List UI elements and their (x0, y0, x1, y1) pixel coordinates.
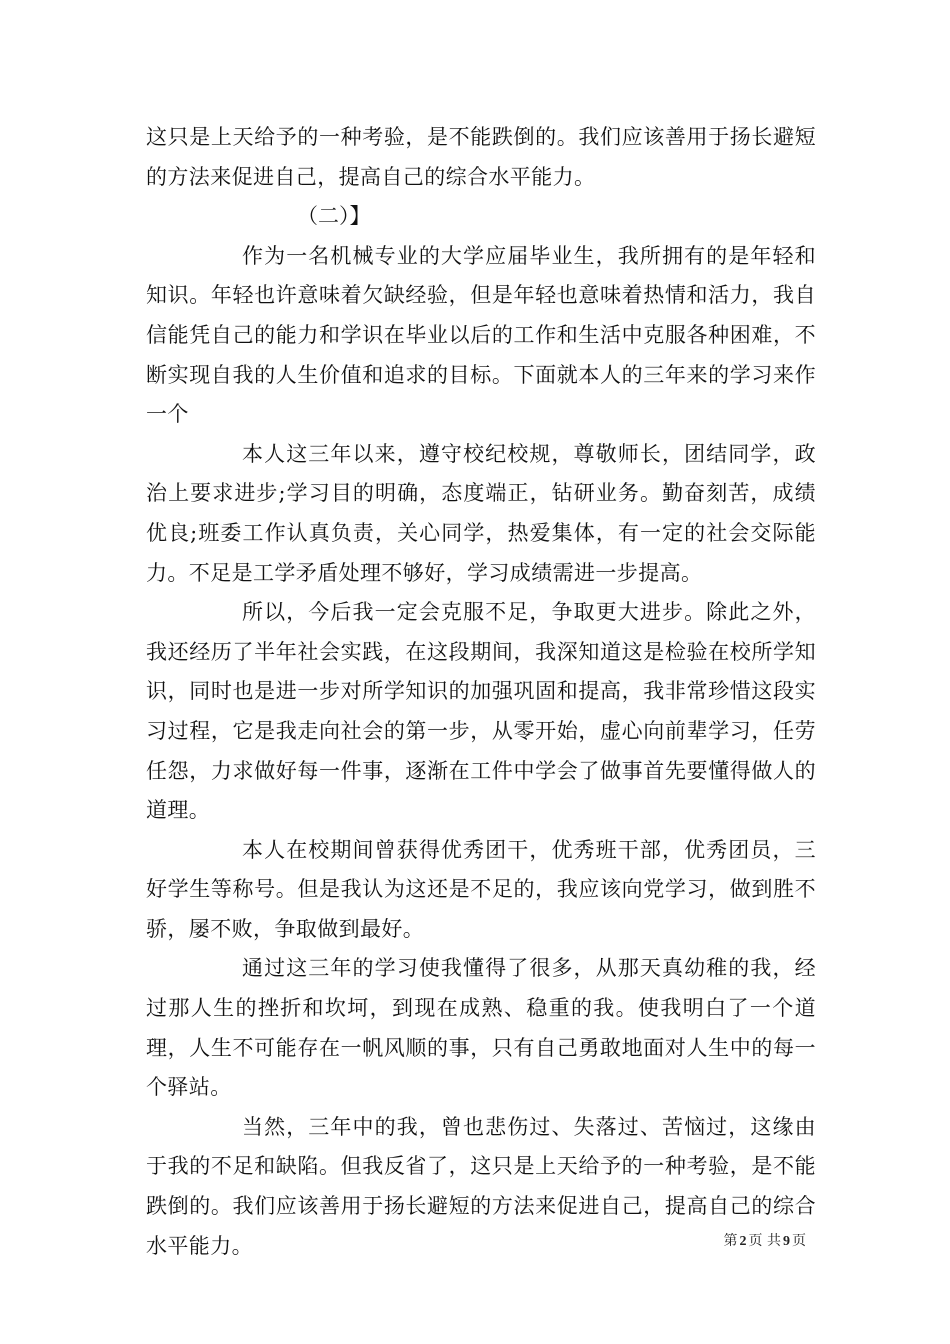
paragraph-growth: 通过这三年的学习使我懂得了很多，从那天真幼稚的我，经过那人生的挫折和坎坷，到现在成熟、稳重的我。使我明白了一个道理，人生不可能存在一帆风顺的事，只有自己勇敢地面对人生中的每一个驿站。 (146, 956, 816, 1100)
section-heading: （二）】 (297, 204, 371, 229)
document-body (146, 118, 816, 1266)
paragraph-conduct: 本人这三年以来，遵守校纪校规，尊敬师长，团结同学，政治上要求进步;学习目的明确，态度端正，钻研业务。勤奋刻苦，成绩优良;班委工作认真负责，关心同学，热爱集体，有一定的社会交际能力。不足是工学矛盾处理不够好，学习成绩需进一步提高。 (146, 441, 816, 585)
paragraph-intro: 作为一名机械专业的大学应届毕业生，我所拥有的是年轻和知识。年轻也许意味着欠缺经验，但是年轻也意味着热情和活力，我自信能凭自己的能力和学识在毕业以后的工作和生活中克服各种困难，不断实现自我的人生价值和追求的目标。下面就本人的三年来的学习来作一个 (146, 243, 816, 427)
paragraph-honors: 本人在校期间曾获得优秀团干，优秀班干部，优秀团员，三好学生等称号。但是我认为这还是不足的，我应该向党学习，做到胜不骄，屡不败，争取做到最好。 (146, 837, 816, 941)
paragraph-practice: 所以，今后我一定会克服不足，争取更大进步。除此之外，我还经历了半年社会实践，在这段期间，我深知道这是检验在校所学知识，同时也是进一步对所学知识的加强巩固和提高，我非常珍惜这段实习过程，它是我走向社会的第一步，从零开始，虚心向前辈学习，任劳任怨，力求做好每一件事，逐渐在工件中学会了做事首先要懂得做人的道理。 (146, 600, 816, 823)
total-pages-number: 9 (783, 1234, 790, 1249)
current-page-number: 2 (739, 1234, 747, 1249)
page-number-footer (724, 1231, 806, 1252)
paragraph-continuation: 这只是上天给予的一种考验，是不能跌倒的。我们应该善用于扬长避短的方法来促进自己，提高自己的综合水平能力。 (146, 125, 816, 189)
footer-suffix: 页 (792, 1233, 806, 1249)
footer-prefix: 第 (723, 1233, 738, 1249)
footer-middle: 页 共 (748, 1233, 781, 1249)
paragraph-reflection: 当然，三年中的我，曾也悲伤过、失落过、苦恼过，这缘由于我的不足和缺陷。但我反省了，这只是上天给予的一种考验，是不能跌倒的。我们应该善用于扬长避短的方法来促进自己，提高自己的综合水平能力。 (146, 1114, 816, 1258)
